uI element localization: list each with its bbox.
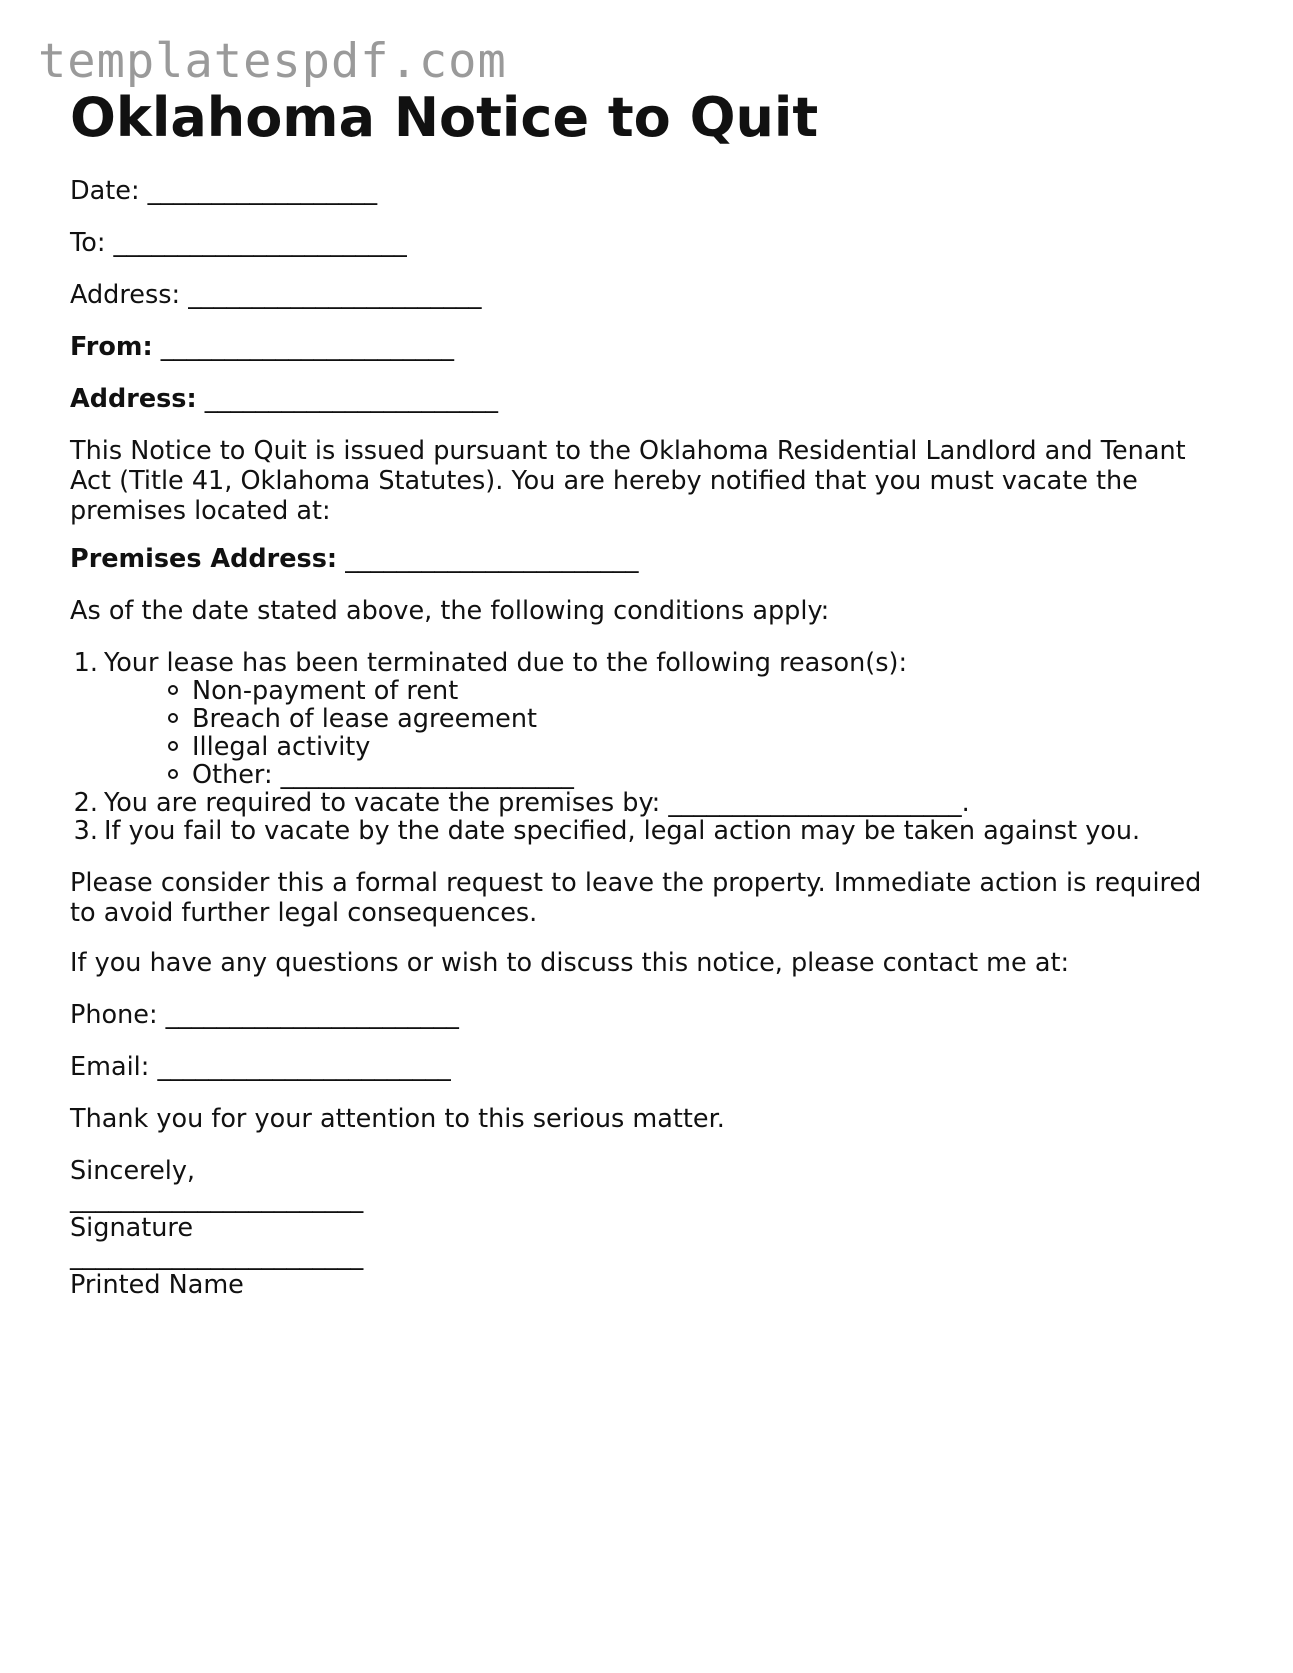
from-field [70,332,454,362]
premises-address-blank: _______________________ [345,544,639,574]
list-number: 3. [73,816,98,846]
signature-line: _______________________ [70,1184,364,1214]
formal-request-paragraph: Please consider this a formal request to leave the property. Immediate action is required to avoid further legal consequences. [70,868,1202,928]
premises-address-label: Premises Address: [70,544,338,574]
list-item-text: If you fail to vacate by the date specified, legal action may be taken against you. [104,816,1141,846]
from-label: From: [70,332,153,362]
date-field: Date: __________________ [70,176,378,206]
bullet-icon [168,713,178,723]
conditions-intro: As of the date stated above, the following conditions apply: [70,596,830,626]
list-number: 1. [73,648,98,678]
email-field: Email: _______________________ [70,1052,451,1082]
sender-address-blank: _______________________ [204,384,499,414]
from-blank: _______________________ [160,332,455,362]
bullet-icon [168,769,178,779]
list-item-text: Your lease has been terminated due to the following reason(s): [104,648,908,678]
printed-name-label: Printed Name [70,1270,244,1300]
list-item-text: You are required to vacate the premises by: _______________________. [104,788,970,818]
phone-field: Phone: _______________________ [70,1000,459,1030]
list-item-1 [70,648,907,678]
reason-item: Breach of lease agreement [166,704,537,734]
reason-item: Other: _______________________ [166,760,574,790]
watermark: templatespdf.com [38,34,507,89]
list-number: 2. [73,788,98,818]
to-field: To: _______________________ [70,228,407,258]
list-item-3 [70,816,1140,846]
closing-line: Sincerely, [70,1156,196,1186]
reason-item: Illegal activity [166,732,370,762]
contact-intro: If you have any questions or wish to discuss this notice, please contact me at: [70,948,1070,978]
premises-address-field [70,544,638,574]
reason-item: Non-payment of rent [166,676,458,706]
printed-name-line: _______________________ [70,1241,364,1271]
bullet-icon [168,741,178,751]
document-title: Oklahoma Notice to Quit [70,86,819,149]
sender-address-field [70,384,498,414]
sender-address-label: Address: [70,384,197,414]
bullet-icon [168,685,178,695]
recipient-address-field: Address: _______________________ [70,280,482,310]
list-item-2 [70,788,970,818]
thanks-line: Thank you for your attention to this serious matter. [70,1104,725,1134]
intro-paragraph: This Notice to Quit is issued pursuant to the Oklahoma Residential Landlord and Tenant Act (Title 41, Oklahoma Statutes). You are hereby notified that you must vacate the premises located at: [70,436,1186,526]
signature-label: Signature [70,1213,194,1243]
